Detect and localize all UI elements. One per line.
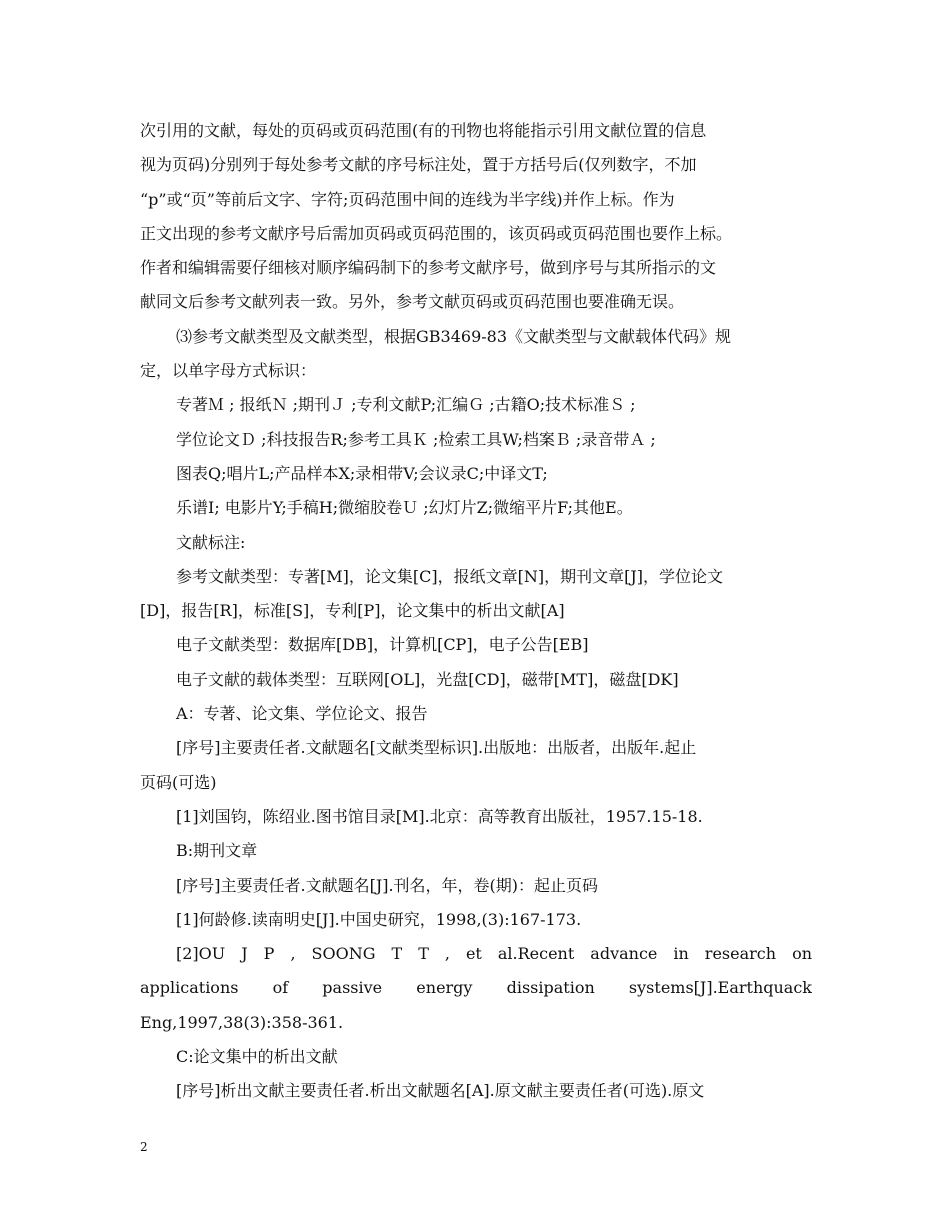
text-line: 献同文后参考文献列表一致。另外，参考文献页码或页码范围也要准确无误。 <box>140 292 685 312</box>
text-line: ⑶参考文献类型及文献类型，根据GB3469-83《文献类型与文献载体代码》规 <box>176 326 732 346</box>
text-line: [1]刘国钧，陈绍业.图书馆目录[M].北京：高等教育出版社，1957.15-18. <box>176 806 703 826</box>
text-line: 作者和编辑需要仔细核对顺序编码制下的参考文献序号，做到序号与其所指示的文 <box>140 258 717 278</box>
text-line: [序号]析出文献主要责任者.析出文献题名[A].原文献主要责任者(可选).原文 <box>176 1081 705 1101</box>
text-line: [D]，报告[R]，标准[S]，专利[P]，论文集中的析出文献[A] <box>140 601 565 621</box>
text-line: 定，以单字母方式标识： <box>140 361 317 381</box>
text-line: 图表Q;唱片L;产品样本X;录相带V;会议录C;中译文T; <box>176 463 548 483</box>
text-line: “p”或“页”等前后文字、字符;页码范围中间的连线为半字线)并作上标。作为 <box>140 189 675 209</box>
text-line: 正文出现的参考文献序号后需加页码或页码范围的，该页码或页码范围也要作上标。 <box>140 223 733 243</box>
text-line: 视为页码)分别列于每处参考文献的序号标注处，置于方括号后(仅列数字，不加 <box>140 155 697 175</box>
page-number: 2 <box>140 1140 148 1154</box>
text-line: 学位论文Ｄ ;科技报告R;参考工具Ｋ ;检索工具W;档案Ｂ ;录音带Ａ ; <box>176 429 656 449</box>
text-line: B:期刊文章 <box>176 841 258 861</box>
text-line: [2]OU J P , SOONG T T , et al.Recent advance in research on <box>176 944 812 964</box>
text-line: [序号]主要责任者.文献题名[J].刊名，年，卷(期)：起止页码 <box>176 875 599 895</box>
text-line: Eng,1997,38(3):358-361. <box>140 1012 344 1032</box>
text-line: A：专著、论文集、学位论文、报告 <box>176 704 428 724</box>
text-line: 乐谱I; 电影片Y;手稿H;微缩胶卷Ｕ ;幻灯片Z;微缩平片F;其他E。 <box>176 498 633 518</box>
body-text <box>140 114 812 1109</box>
text-line: 专著Ｍ ; 报纸Ｎ ;期刊Ｊ ;专利文献P;汇编Ｇ ;古籍O;技术标准Ｓ ; <box>176 395 636 415</box>
text-line: [序号]主要责任者.文献题名[文献类型标识].出版地：出版者，出版年.起止 <box>176 738 697 758</box>
text-line: applications of passive energy dissipation systems[J].Earthquack <box>140 978 812 998</box>
text-line: [1]何龄修.读南明史[J].中国史研究，1998,(3):167-173. <box>176 909 582 929</box>
text-line: 参考文献类型：专著[M]，论文集[C]，报纸文章[N]，期刊文章[J]，学位论文 <box>176 566 723 586</box>
text-line: 文献标注: <box>176 532 246 552</box>
text-line: 次引用的文献，每处的页码或页码范围(有的刊物也将能指示引用文献位置的信息 <box>140 121 707 140</box>
text-line: 页码(可选) <box>140 772 217 792</box>
text-line: C:论文集中的析出文献 <box>176 1047 338 1067</box>
text-line: 电子文献的载体类型：互联网[OL]，光盘[CD]，磁带[MT]，磁盘[DK] <box>176 669 679 689</box>
text-line: 电子文献类型：数据库[DB]，计算机[CP]，电子公告[EB] <box>176 635 589 655</box>
